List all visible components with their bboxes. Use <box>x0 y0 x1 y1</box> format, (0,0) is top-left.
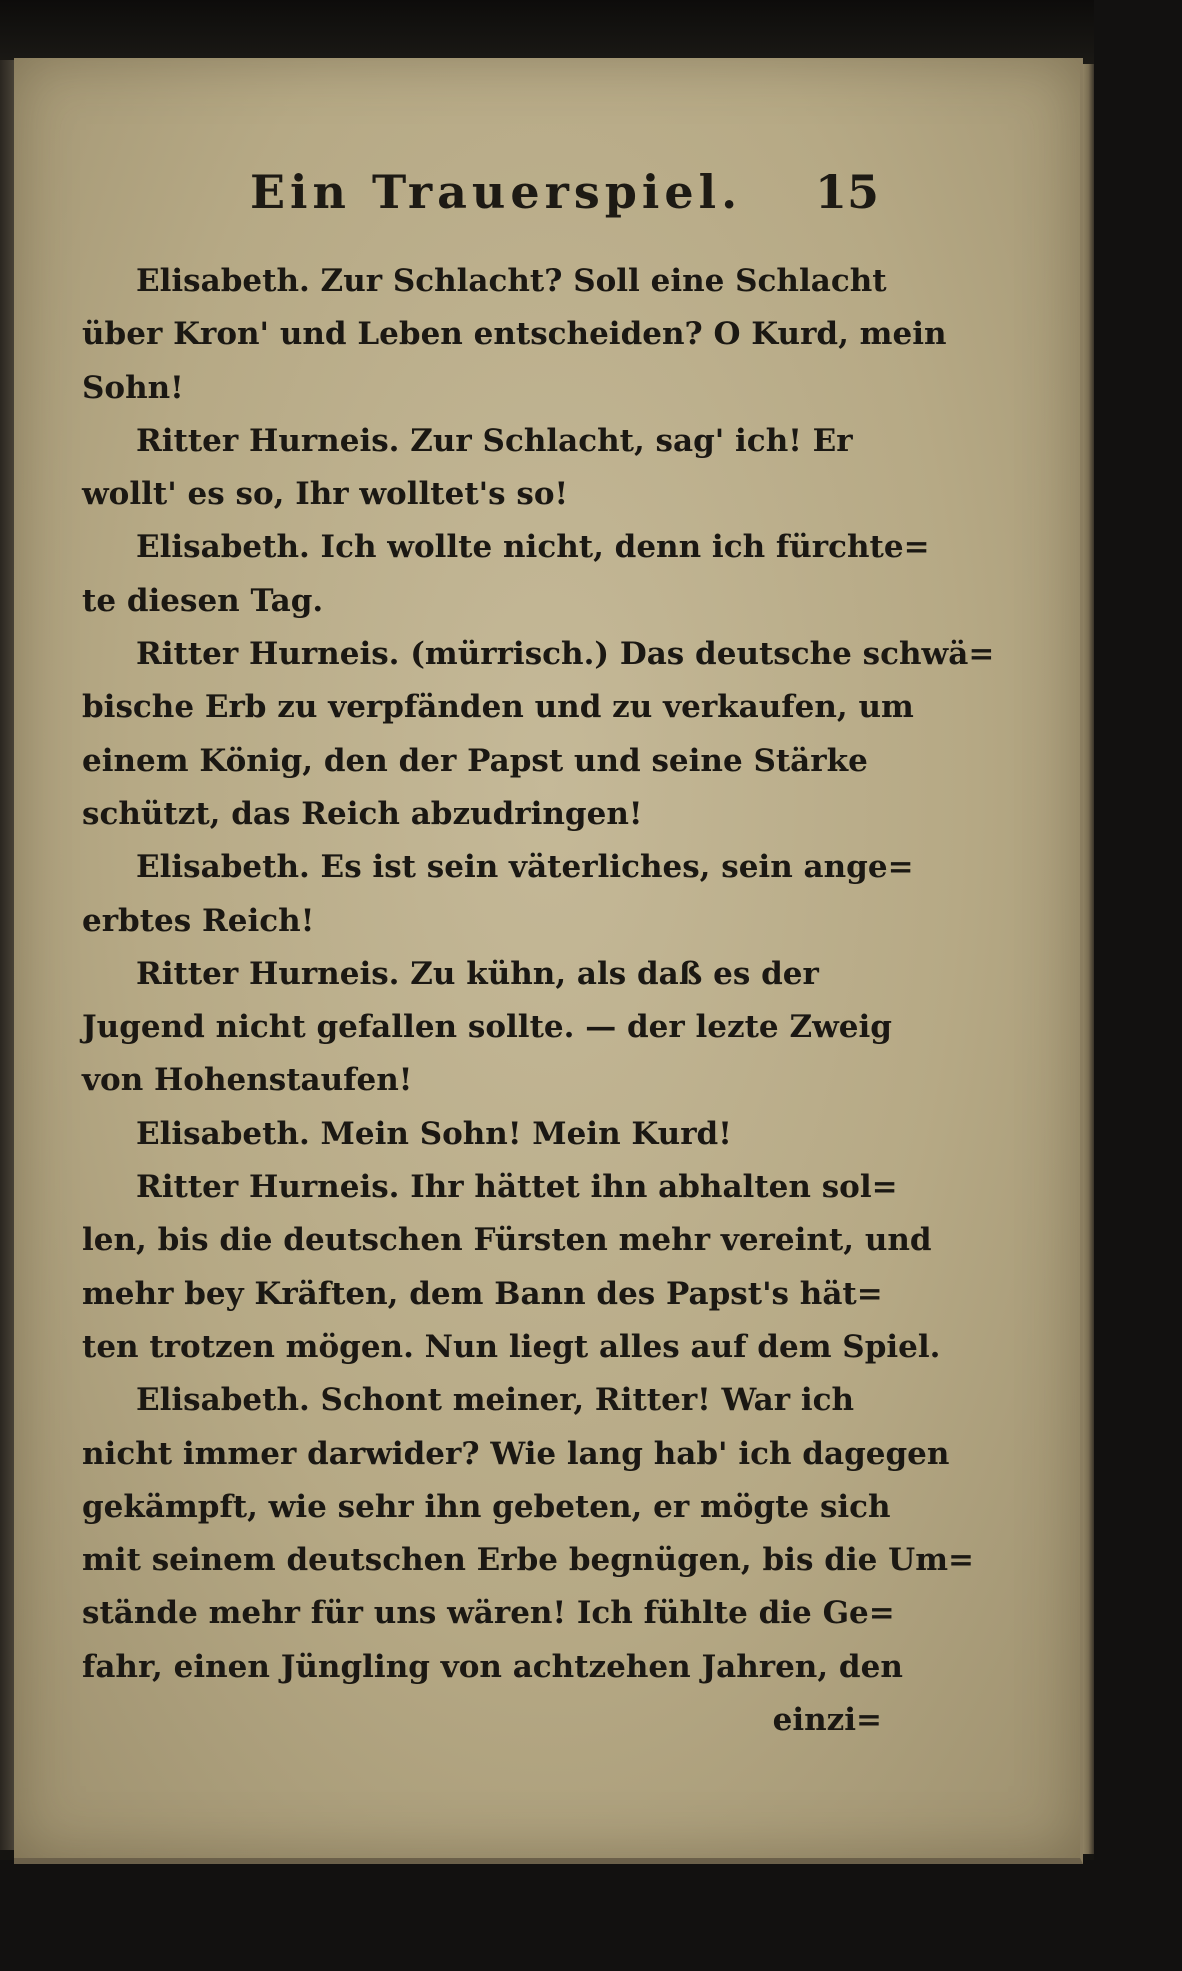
text-line: Ritter Hurneis. Ihr hättet ihn abhalten sol= <box>136 1169 898 1206</box>
text-line: Sohn! <box>82 369 184 406</box>
text-line: fahr, einen Jüngling von achtzehen Jahren, den <box>82 1648 903 1685</box>
text-line: Elisabeth. Schont meiner, Ritter! War ich <box>136 1382 855 1419</box>
text-line: erbtes Reich! <box>82 902 315 939</box>
text-line: bische Erb zu verpfänden und zu verkaufen, um <box>82 689 914 726</box>
text-line: Elisabeth. Mein Sohn! Mein Kurd! <box>136 1115 732 1152</box>
scan-background-right <box>1094 0 1182 1971</box>
text-line: ten trotzen mögen. Nun liegt alles auf dem Spiel. <box>82 1328 941 1365</box>
text-line: über Kron' und Leben entscheiden? O Kurd, mein <box>82 316 947 353</box>
body-text <box>82 255 995 1747</box>
text-line: stände mehr für uns wären! Ich fühlte die Ge= <box>82 1595 895 1632</box>
text-line: wollt' es so, Ihr wolltet's so! <box>82 476 569 513</box>
text-line: nicht immer darwider? Wie lang hab' ich dagegen <box>82 1435 950 1472</box>
text-line: te diesen Tag. <box>82 582 324 619</box>
text-line: Elisabeth. Ich wollte nicht, denn ich fürchte= <box>136 529 930 566</box>
text-line: mit seinem deutschen Erbe begnügen, bis die Um= <box>82 1542 974 1579</box>
text-line: Elisabeth. Es ist sein väterliches, sein ange= <box>136 849 914 886</box>
text-line: gekämpft, wie sehr ihn gebeten, er mögte sich <box>82 1488 891 1525</box>
page-number: 15 <box>815 165 880 219</box>
text-line: len, bis die deutschen Fürsten mehr vereint, und <box>82 1222 932 1259</box>
scan-background-bottom <box>0 1860 1182 1971</box>
page-header <box>250 165 880 235</box>
text-line: Ritter Hurneis. (mürrisch.) Das deutsche schwä= <box>136 636 995 673</box>
running-title: Ein Trauerspiel. <box>250 165 743 219</box>
catchword: einzi= <box>772 1702 882 1739</box>
text-line: einem König, den der Papst und seine Stärke <box>82 742 868 779</box>
text-line: Ritter Hurneis. Zu kühn, als daß es der <box>136 955 819 992</box>
text-line: Ritter Hurneis. Zur Schlacht, sag' ich! Er <box>136 422 853 459</box>
text-line: schützt, das Reich abzudringen! <box>82 795 643 832</box>
text-line: Elisabeth. Zur Schlacht? Soll eine Schlacht <box>136 263 887 299</box>
text-line: mehr bey Kräften, dem Bann des Papst's hät= <box>82 1275 883 1312</box>
text-line: Jugend nicht gefallen sollte. — der lezte Zweig <box>82 1009 892 1046</box>
text-line: von Hohenstaufen! <box>82 1062 413 1099</box>
